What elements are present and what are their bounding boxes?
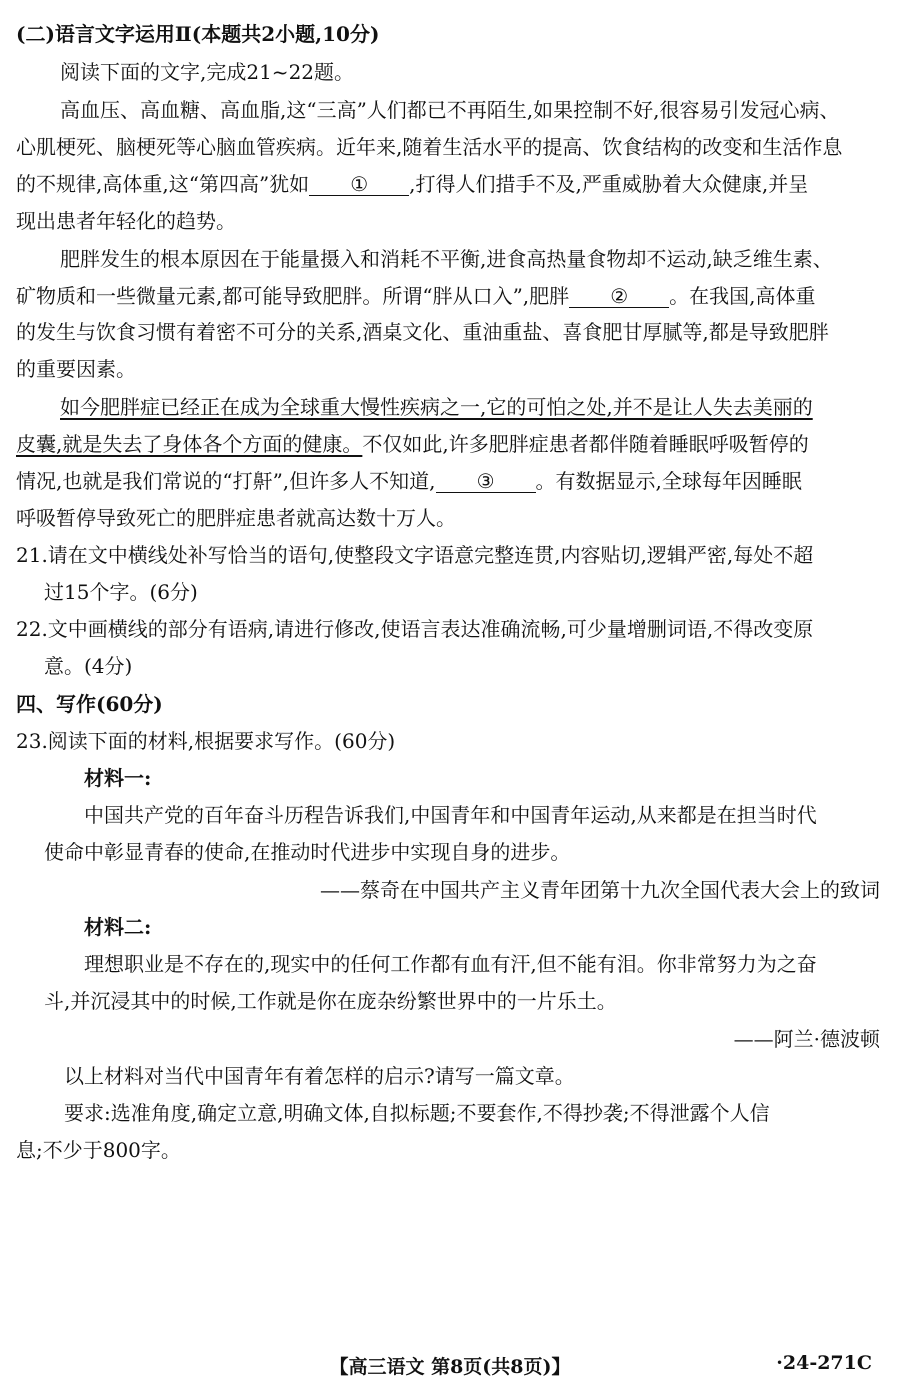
material-1-line2: 使命中彰显青春的使命,在推动时代进步中实现自身的进步。 — [44, 840, 571, 864]
p3-line2-b: 不仅如此,许多肥胖症患者都伴随着睡眠呼吸暂停的 — [362, 432, 809, 456]
question-22-line2: 意。(4分) — [44, 654, 133, 678]
p2-line2-b: 。在我国,高体重 — [669, 284, 816, 308]
p3-underlined-line2: 皮囊,就是失去了身体各个方面的健康。 — [16, 432, 363, 456]
p3-line3-a: 情况,也就是我们常说的“打鼾”,但许多人不知道, — [16, 469, 436, 493]
p1-line4: 现出患者年轻化的趋势。 — [16, 209, 236, 233]
p3-line3 — [16, 467, 802, 495]
material-2-source: ——阿兰·德波顿 — [733, 1027, 880, 1051]
material-1-label: 材料一: — [84, 766, 152, 790]
p1-line3-b: ,打得人们措手不及,严重威胁着大众健康,并呈 — [409, 172, 809, 196]
reading-instruction: 阅读下面的文字,完成21~22题。 — [60, 60, 355, 84]
page-footer-label: 【高三语文 第8页(共8页)】 — [329, 1356, 571, 1378]
question-22-line1: 22.文中画横线的部分有语病,请进行修改,使语言表达准确流畅,可少量增删词语,不得改变原 — [16, 617, 814, 641]
p2-line4: 的重要因素。 — [16, 357, 136, 381]
p1-line2: 心肌梗死、脑梗死等心脑血管疾病。近年来,随着生活水平的提高、饮食结构的改变和生活作息 — [16, 135, 843, 159]
material-2-line2: 斗,并沉浸其中的时候,工作就是你在庞杂纷繁世界中的一片乐土。 — [44, 989, 617, 1013]
material-1-source: ——蔡奇在中国共产主义青年团第十九次全国代表大会上的致词 — [320, 878, 880, 902]
material-1-line1: 中国共产党的百年奋斗历程告诉我们,中国青年和中国青年运动,从来都是在担当时代 — [84, 803, 817, 827]
question-21-line1: 21.请在文中横线处补写恰当的语句,使整段文字语意完整连贯,内容贴切,逻辑严密,每处不超 — [16, 543, 814, 567]
blank-1: ① — [309, 173, 409, 196]
blank-3: ③ — [436, 470, 536, 493]
section-heading: (二)语言文字运用Ⅱ(本题共2小题,10分) — [16, 22, 380, 46]
question-21-line2: 过15个字。(6分) — [44, 580, 198, 604]
p1-line1: 高血压、高血糖、高血脂,这“三高”人们都已不再陌生,如果控制不好,很容易引发冠心病、 — [60, 98, 840, 122]
p2-line2 — [16, 282, 816, 310]
writing-requirements-line1: 要求:选准角度,确定立意,明确文体,自拟标题;不要套作,不得抄袭;不得泄露个人信 — [64, 1101, 770, 1125]
writing-heading: 四、写作(60分) — [16, 692, 163, 716]
writing-requirements-line2: 息;不少于800字。 — [16, 1138, 181, 1162]
p2-line1: 肥胖发生的根本原因在于能量摄入和消耗不平衡,进食高热量食物却不运动,缺乏维生素、 — [60, 247, 833, 271]
p1-line3-a: 的不规律,高体重,这“第四高”犹如 — [16, 172, 310, 196]
blank-2: ② — [569, 285, 669, 308]
p2-line2-a: 矿物质和一些微量元素,都可能导致肥胖。所谓“胖从口入”,肥胖 — [16, 284, 570, 308]
p3-line3-b: 。有数据显示,全球每年因睡眠 — [535, 469, 802, 493]
material-2-line1: 理想职业是不存在的,现实中的任何工作都有血有汗,但不能有泪。你非常努力为之奋 — [84, 952, 817, 976]
material-2-label: 材料二: — [84, 915, 152, 939]
p3-line4: 呼吸暂停导致死亡的肥胖症患者就高达数十万人。 — [16, 506, 456, 530]
p3-line2 — [16, 430, 809, 458]
writing-prompt: 以上材料对当代中国青年有着怎样的启示?请写一篇文章。 — [64, 1064, 575, 1088]
p2-line3: 的发生与饮食习惯有着密不可分的关系,酒桌文化、重油重盐、喜食肥甘厚腻等,都是导致肥胖 — [16, 320, 829, 344]
page-code: ·24-271C — [776, 1352, 872, 1374]
p1-line3 — [16, 170, 808, 198]
p3-underlined-line1: 如今肥胖症已经正在成为全球重大慢性疾病之一,它的可怕之处,并不是让人失去美丽的 — [60, 395, 813, 419]
question-23: 23.阅读下面的材料,根据要求写作。(60分) — [16, 729, 396, 753]
